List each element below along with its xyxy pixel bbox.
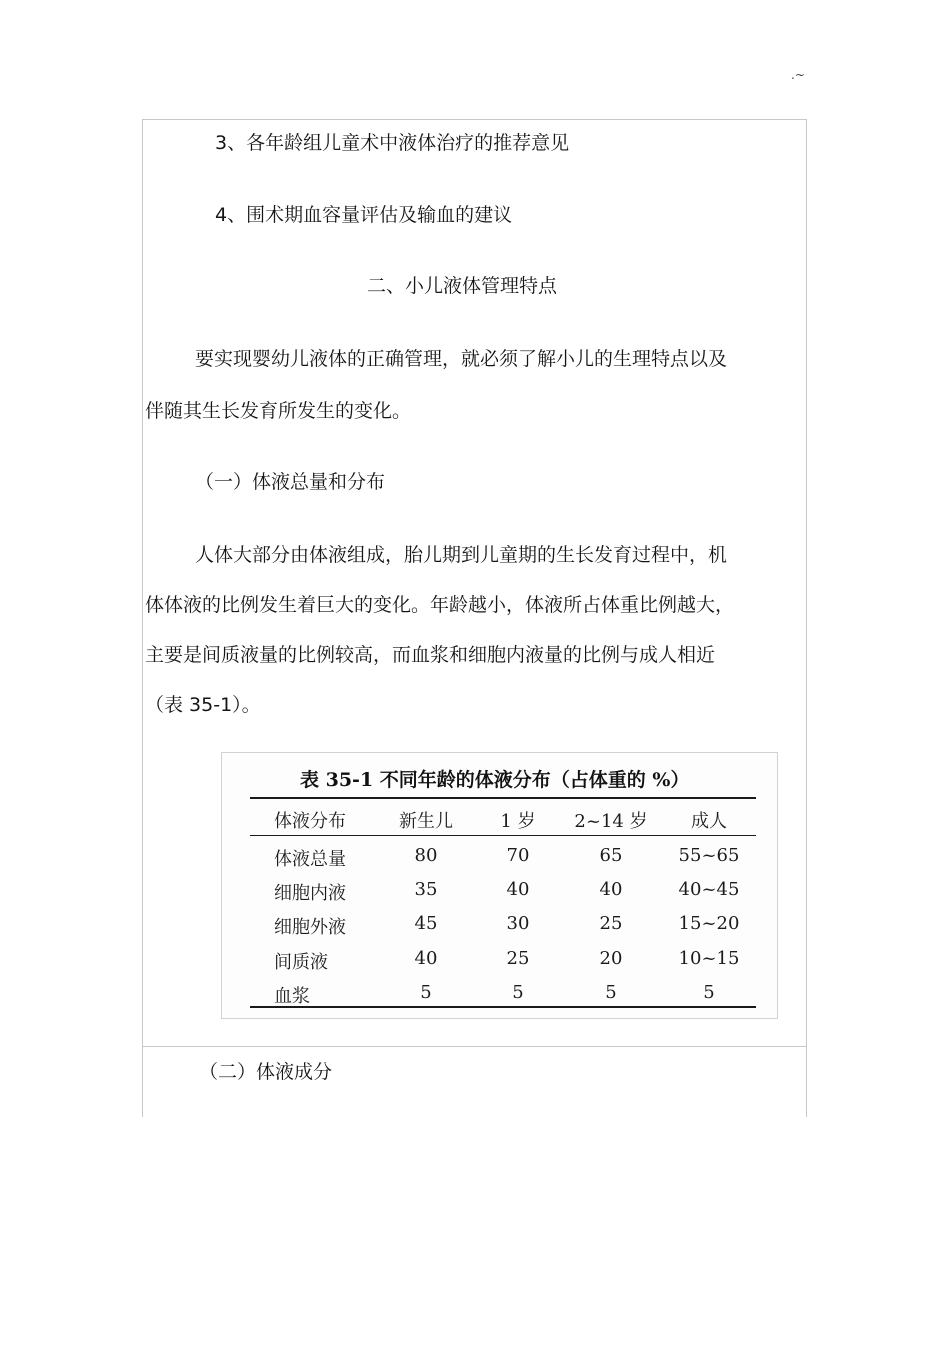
table-row-label: 血浆 — [274, 986, 310, 1007]
table-cell: 80 — [414, 845, 438, 866]
table-cell: 25 — [506, 948, 530, 969]
table-row-label: 间质液 — [274, 952, 328, 973]
table-header-cell: 2~14 岁 — [574, 811, 648, 832]
table-cell: 70 — [506, 845, 530, 866]
frame-right-border — [806, 119, 807, 1117]
table-cell: 25 — [599, 913, 623, 934]
table-cell: 15~20 — [678, 913, 740, 934]
table-header-cell: 新生儿 — [399, 811, 453, 832]
fluid-distribution-table — [221, 752, 778, 1019]
table-cell: 20 — [599, 948, 623, 969]
list-item-4: 4、围术期血容量评估及输血的建议 — [215, 204, 513, 226]
subheading-1: （一）体液总量和分布 — [195, 471, 386, 493]
section-heading: 二、小儿液体管理特点 — [367, 275, 558, 297]
table-row-label: 细胞内液 — [274, 883, 346, 904]
table-cell: 55~65 — [678, 845, 740, 866]
table-cell: 10~15 — [678, 948, 740, 969]
table-cell: 45 — [414, 913, 438, 934]
frame-left-border — [142, 119, 143, 1117]
table-cell: 40 — [414, 948, 438, 969]
table-row-label: 细胞外液 — [274, 917, 346, 938]
table-header-cell: 1 岁 — [500, 811, 536, 832]
table-cell: 5 — [512, 982, 524, 1003]
table-cell: 5 — [420, 982, 432, 1003]
table-cell: 40~45 — [678, 879, 740, 900]
paragraph-1-line-1: 要实现婴幼儿液体的正确管理，就必须了解小儿的生理特点以及 — [195, 348, 728, 370]
table-caption: 表 35-1 不同年龄的体液分布（占体重的 %） — [300, 769, 690, 791]
table-cell: 30 — [506, 913, 530, 934]
table-header-rule — [250, 835, 756, 836]
paragraph-2-line-3: 主要是间质液量的比例较高，而血浆和细胞内液量的比例与成人相近 — [145, 644, 716, 666]
table-cell: 65 — [599, 845, 623, 866]
table-header-cell: 体液分布 — [274, 811, 346, 832]
paragraph-1-line-2: 伴随其生长发育所发生的变化。 — [145, 400, 412, 422]
table-bottom-rule — [250, 1006, 756, 1008]
table-cell: 40 — [599, 879, 623, 900]
table-cell: 5 — [605, 982, 617, 1003]
frame-top-border — [142, 119, 807, 120]
table-cell: 5 — [703, 982, 715, 1003]
list-item-3: 3、各年龄组儿童术中液体治疗的推荐意见 — [215, 132, 570, 154]
table-row-label: 体液总量 — [274, 849, 346, 870]
table-top-rule — [250, 797, 756, 799]
subheading-2: （二）体液成分 — [199, 1061, 333, 1083]
frame-divider — [142, 1046, 807, 1047]
paragraph-2-line-1: 人体大部分由体液组成，胎儿期到儿童期的生长发育过程中，机 — [195, 544, 728, 566]
table-header-cell: 成人 — [691, 811, 727, 832]
paragraph-2-line-4: （表 35-1）。 — [145, 694, 261, 716]
table-cell: 40 — [506, 879, 530, 900]
table-cell: 35 — [414, 879, 438, 900]
corner-mark: .~ — [791, 68, 805, 82]
paragraph-2-line-2: 体体液的比例发生着巨大的变化。年龄越小，体液所占体重比例越大， — [145, 594, 735, 616]
